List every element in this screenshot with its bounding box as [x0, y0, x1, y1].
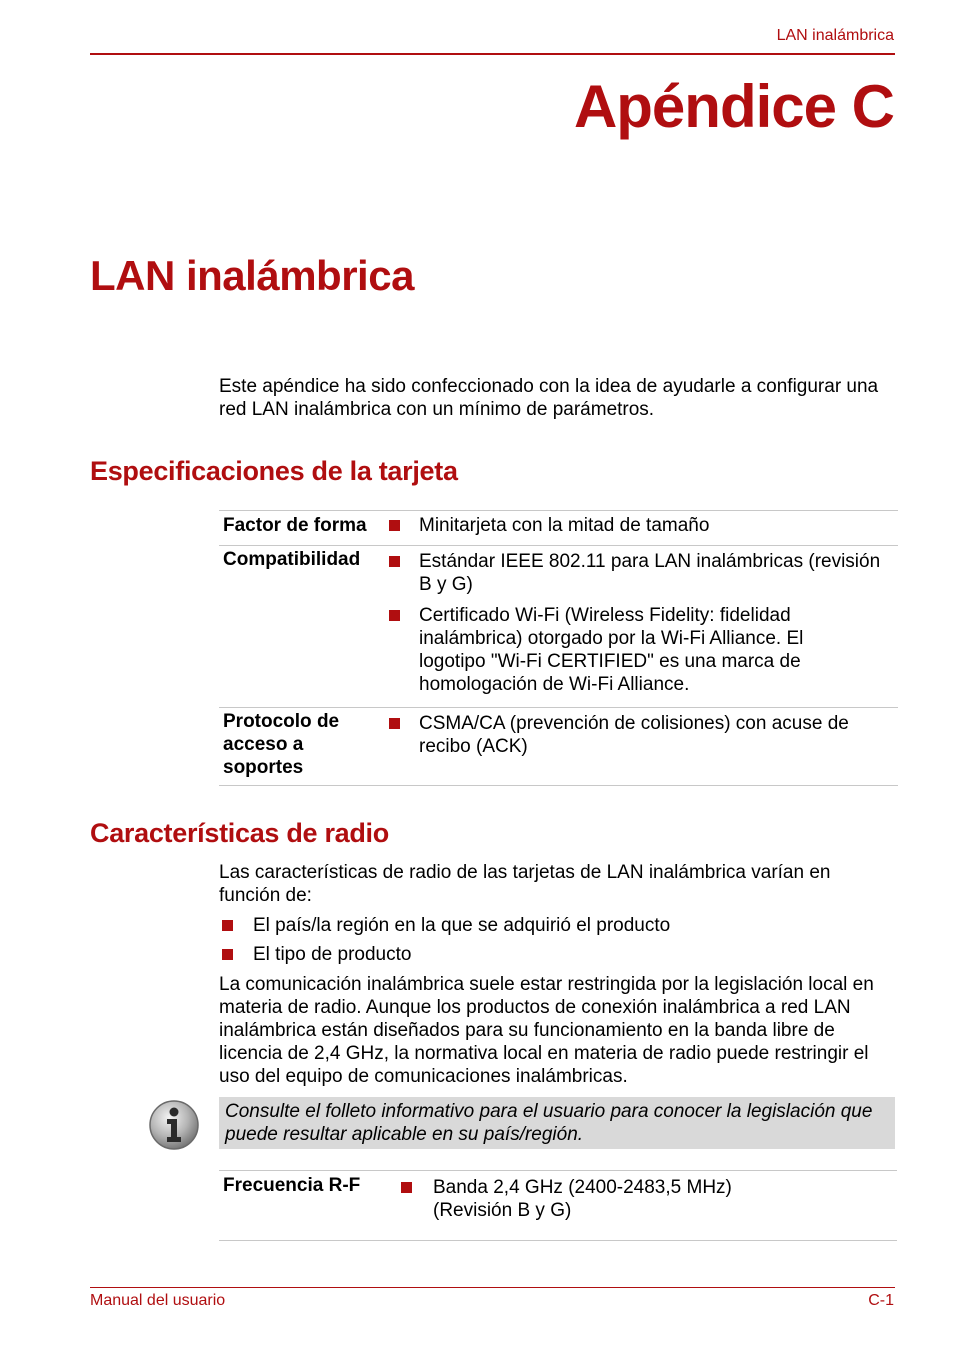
- spec-value: Estándar IEEE 802.11 para LAN inalámbricas (revisión B y G): [419, 551, 881, 595]
- bullet-icon: [389, 718, 400, 729]
- chapter-title: LAN inalámbrica: [90, 252, 414, 299]
- appendix-title: Apéndice C: [573, 73, 894, 140]
- list-item: El país/la región en la que se adquirió el producto: [219, 914, 894, 937]
- bullet-icon: [389, 556, 400, 567]
- page-number: C-1: [868, 1292, 894, 1309]
- list-item: El tipo de producto: [219, 943, 894, 966]
- section-heading-spec: Especificaciones de la tarjeta: [90, 456, 458, 486]
- bullet-icon: [389, 520, 400, 531]
- spec-label: Protocolo de acceso a soportes: [223, 711, 340, 778]
- spec-row-form-factor: [219, 511, 898, 546]
- spec-row-media-access: [219, 708, 898, 786]
- note-box: Consulte el folleto informativo para el usuario para conocer la legislación que puede resultar aplicable en su país/región.: [219, 1097, 895, 1149]
- spec-value: Minitarjeta con la mitad de tamaño: [419, 515, 710, 536]
- header-rule: [90, 53, 895, 55]
- spec-label: Factor de forma: [223, 515, 367, 536]
- info-icon: [148, 1099, 200, 1151]
- section-heading-radio: Características de radio: [90, 818, 389, 848]
- bullet-icon: [389, 610, 400, 621]
- footer-title: Manual del usuario: [90, 1292, 226, 1309]
- running-header: LAN inalámbrica: [776, 27, 894, 44]
- footer-rule: [90, 1287, 895, 1288]
- spec-value: Banda 2,4 GHz (2400-2483,5 MHz) (Revisión B y G): [433, 1177, 732, 1221]
- spec-table: [219, 510, 898, 786]
- spec-value: CSMA/CA (prevención de colisiones) con acuse de recibo (ACK): [419, 713, 849, 757]
- spec-value: Certificado Wi-Fi (Wireless Fidelity: fidelidad inalámbrica) otorgado por la Wi-Fi Alliance. El logotipo "Wi-Fi CERTIFIED" es una marca de homologación de Wi-Fi Alliance.: [419, 605, 804, 695]
- spec-label: Frecuencia R-F: [223, 1175, 361, 1196]
- radio-intro: Las características de radio de las tarjetas de LAN inalámbrica varían en función de:: [219, 862, 831, 906]
- spec-row-compatibility: [219, 546, 898, 597]
- bullet-icon: [401, 1182, 412, 1193]
- radio-paragraph: La comunicación inalámbrica suele estar restringida por la legislación local en materia de radio. Aunque los productos de conexión inalámbrica a red LAN inalámbrica están diseñados para su funcionamiento en la banda libre de licencia de 2,4 GHz, la normativa local en materia de radio puede restringir el uso del equipo de comunicaciones inalámbricas.: [219, 974, 874, 1087]
- spec-label: Compatibilidad: [223, 549, 361, 570]
- bullet-icon: [222, 949, 233, 960]
- spec-row-frequency: [219, 1171, 897, 1241]
- intro-paragraph: Este apéndice ha sido confeccionado con la idea de ayudarle a configurar una red LAN inalámbrica con un mínimo de parámetros.: [219, 376, 879, 420]
- frequency-table: [219, 1170, 897, 1241]
- spec-row-compatibility-cont: [219, 596, 898, 708]
- bullet-icon: [222, 920, 233, 931]
